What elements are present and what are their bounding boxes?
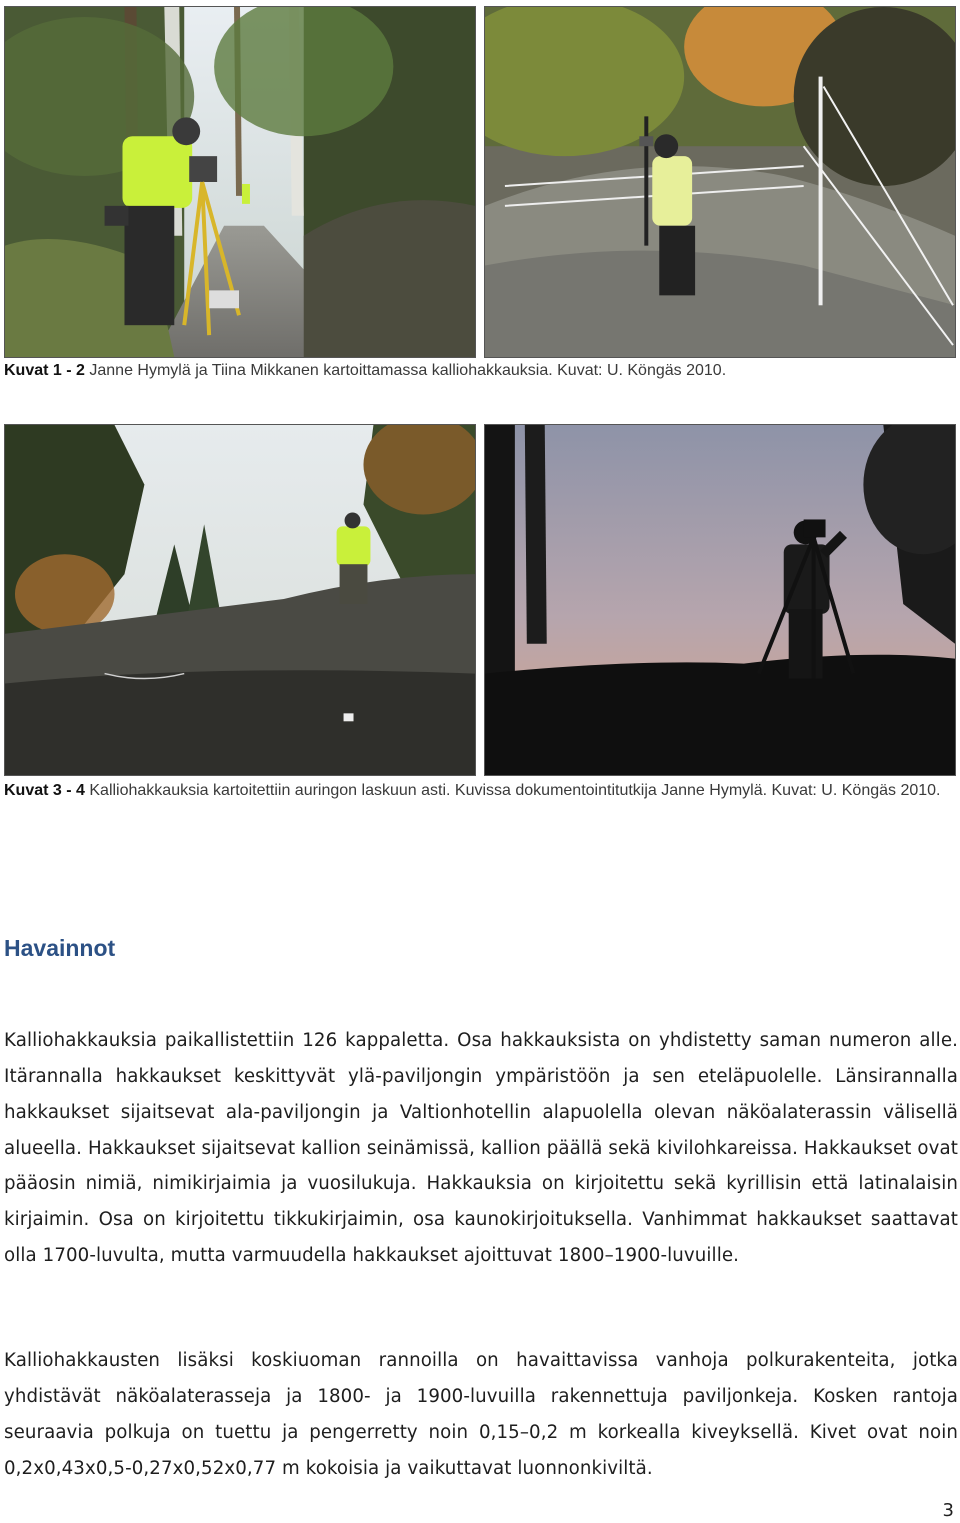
photo-gps-pole-rock — [484, 6, 956, 358]
photo-surveyor-forest-path — [4, 6, 476, 358]
section-heading: Havainnot — [4, 935, 116, 961]
caption-2-label: Kuvat 3 - 4 — [4, 782, 85, 799]
body-paragraph-1: Kalliohakkauksia paikallistettiin 126 kappaletta. Osa hakkauksista on yhdistetty saman numeron alle. Itärannalla hakkaukset keskittyvät ylä-paviljongin ympäristöön ja sen eteläpuolelle. Länsirannalla hakkaukset sijaitsevat ala-paviljongin ja Valtionhotellin alapuolella olevan näköalaterassin välisellä alueella. Hakkaukset sijaitsevat kallion seinämissä, kallion päällä sekä kivilohkareissa. Hakkaukset ovat pääosin nimiä, nimikirjaimia ja vuosilukuja. Hakkauksia on kirjoitettu sekä kyrillisin että latinalaisin kirjaimin. Osa on kirjoitettu tikkukirjaimin, osa kaunokirjoituksella. Vanhimmat hakkaukset saattavat olla 1700-luvulta, mutta varmuudella hakkaukset ajoittuvat 1800–1900-luvuille. — [4, 1030, 958, 1266]
caption-1-label: Kuvat 1 - 2 — [4, 362, 85, 379]
photo-surveyor-on-rock — [4, 424, 476, 776]
photo-caption-1 — [4, 359, 944, 383]
caption-1-text: Janne Hymylä ja Tiina Mikkanen kartoittamassa kalliohakkauksia. Kuvat: U. Köngäs 2010. — [84, 362, 727, 379]
photo-silhouette-sunset — [484, 424, 956, 776]
caption-2-text: Kalliohakkauksia kartoitettiin auringon laskuun asti. Kuvissa dokumentointitutkija Janne Hymylä. Kuvat: U. Köngäs 2010. — [84, 782, 941, 799]
page-number: 3 — [942, 1500, 954, 1521]
body-paragraph-2: Kalliohakkausten lisäksi koskiuoman rannoilla on havaittavissa vanhoja polkurakenteita, jotka yhdistävät näköalaterasseja ja 1800- ja 1900-luvuilla rakennettuja paviljonkeja. Kosken rantoja seuraavia polkuja on tuettu ja pengerretty noin 0,15–0,2 m korkealla kiveyksellä. Kivet ovat noin 0,2x0,43x0,5-0,27x0,52x0,77 m kokoisia ja vaikuttavat luonnonkiviltä. — [4, 1350, 958, 1479]
photo-caption-2 — [4, 779, 944, 803]
